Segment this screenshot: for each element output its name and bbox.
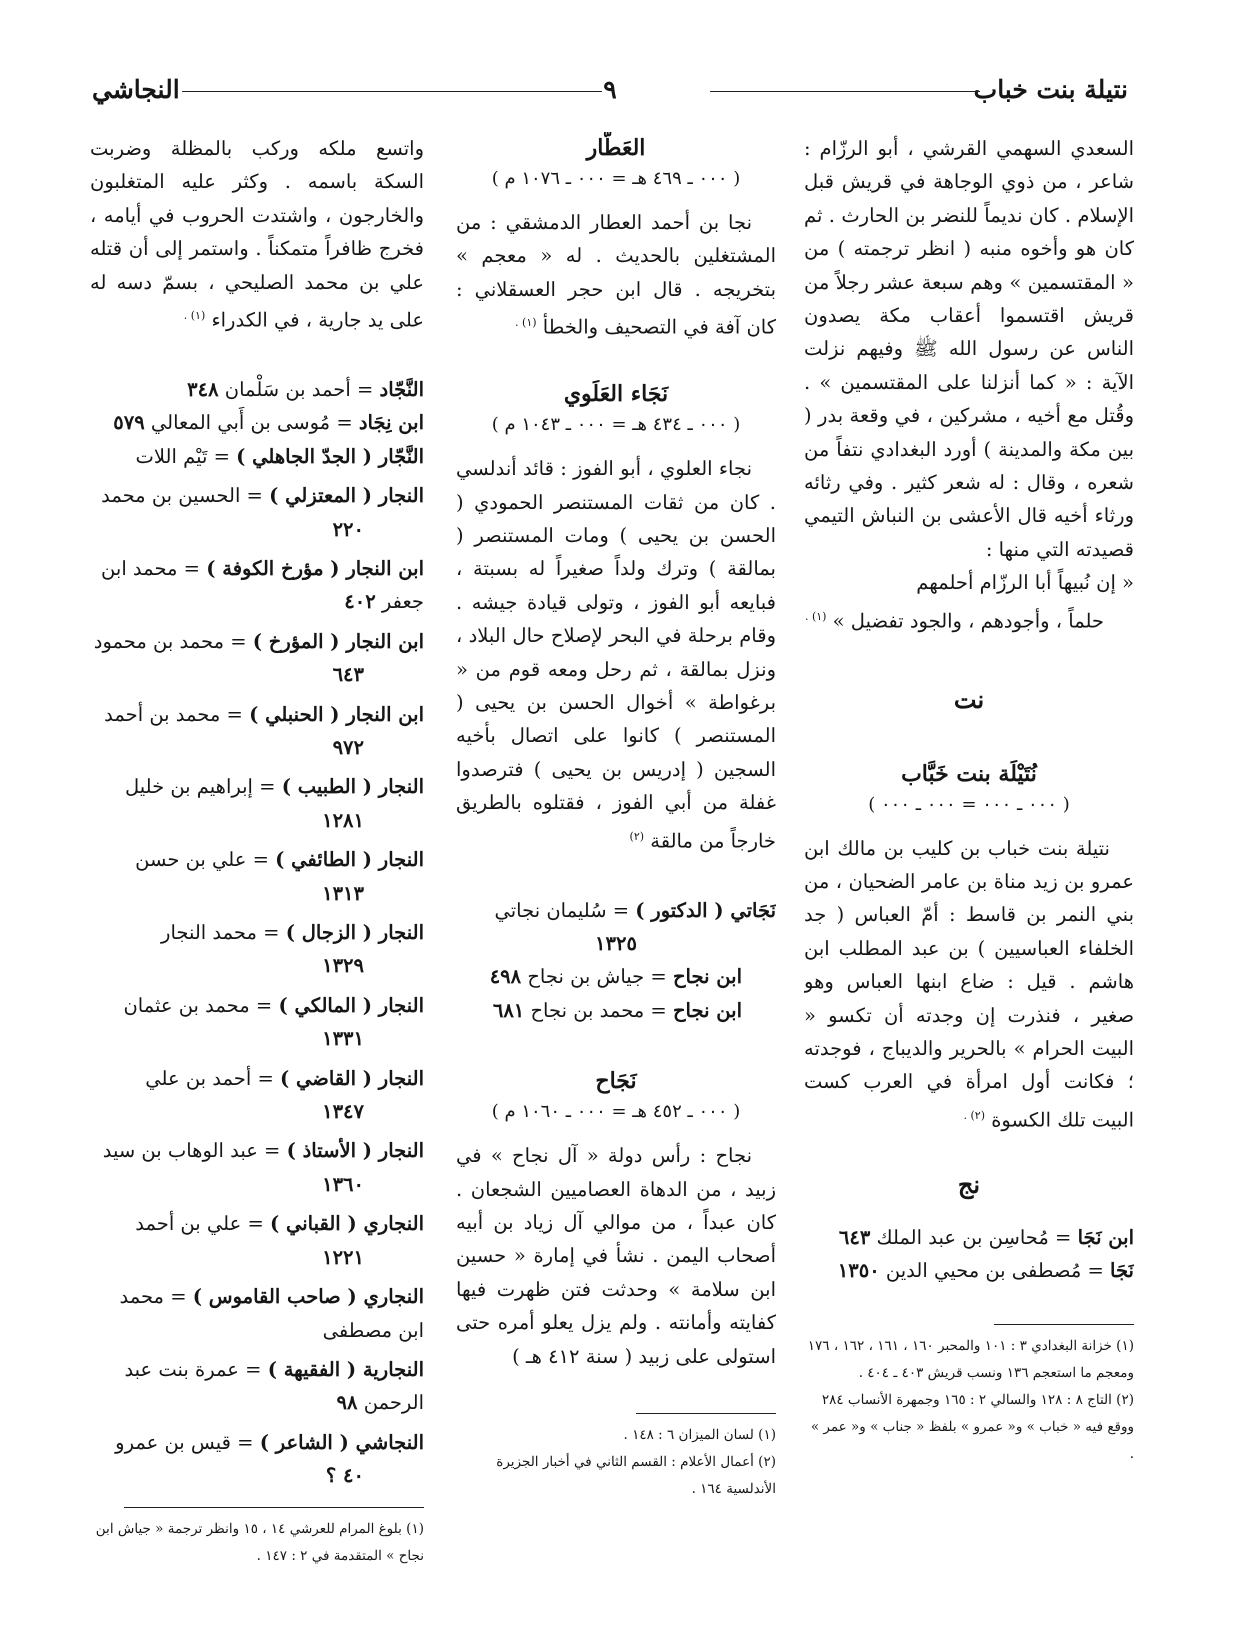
xref-entry: ابن نِجَاد = مُوسى بن أَبي المعالي ٥٧٩ bbox=[113, 411, 424, 435]
footnote-ref: (١) . bbox=[515, 316, 537, 330]
xref-entry: النجار ( الزجال ) = محمد النجار ١٣٢٩ bbox=[161, 921, 424, 978]
footnote-separator bbox=[636, 1413, 776, 1414]
poem-line-1: « إن نُبيهاً أبا الرزّام أحلمهم bbox=[916, 571, 1134, 595]
footnote-ref: (١) . bbox=[183, 309, 206, 323]
xref-entry: النَّجّاد = أحمد بن سَلْمان ٣٤٨ bbox=[187, 377, 424, 401]
entry-text-attar: نجا بن أحمد العطار الدمشقي : من المشتغلين بالحديث . له « معجم » بتخريجه . قال ابن حجر العسقلاني : كان آفة في التصحيف والخطأ $^{(١) .}$ bbox=[456, 211, 776, 339]
xref-entry: النجار ( الأستاذ ) = عبد الوهاب بن سيد ١٣٦٠ bbox=[102, 1139, 424, 1196]
xref-entry: النَّجّار ( الجدّ الجاهلي ) = تَيْم اللات bbox=[135, 444, 424, 468]
nubayh-entry-continuation: السعدي السهمي القرشي ، أبو الرزّام : شاعر ، من ذوي الوجاهة في قريش قبل الإسلام . كان نديماً للنضر بن الحارث . ثم كان هو وأخوه منبه ( انظر ترجمته ) من « المقتسمين » وهم سبعة عشر رجلاً من قريش اقتسموا أعقاب مكة يصدون الناس عن رسول الله ﷺ وفيهم نزلت الآية : « كما أنزلنا على المقتسمين » . وقُتل مع أخيه ، مشركين ، في وقعة بدر ( بين مكة والمدينة ) أورد البغدادي نتفاً من شعره ، وقال : له شعر كثير . وفي رثائه ورثاء أخيه قال الأعشى بن النباش التيمي قصيدته التي منها : bbox=[804, 137, 1134, 561]
xref-entry: النجار ( المعتزلي ) = الحسين بن محمد ٢٢٠ bbox=[101, 484, 424, 541]
xref-entry: ابن النجار ( الحنبلي ) = محمد بن أحمد ٩٧٢ bbox=[104, 702, 424, 759]
xref-entry: ابن نَجَا = مُحاسِن بن عبد الملك ٦٤٣ bbox=[838, 1225, 1134, 1249]
footnote: (٢) التاج ٨ : ١٢٨ والسالي ٢ : ١٦٥ وجمهرة الأنساب ٢٨٤ ووقع فيه « خباب » و« عمرو » بلفظ « جناب » و« عمر » . bbox=[810, 1391, 1134, 1462]
header-rule-left bbox=[182, 91, 602, 92]
page-number: ٩ bbox=[603, 75, 617, 104]
entry-dates-naja-alalawi: ( ٠٠٠ ـ ٤٣٤ هـ = ٠٠٠ ـ ١٠٤٣ م ) bbox=[491, 414, 741, 436]
entry-text-najah: نجاح : رأس دولة « آل نجاح » في زبيد ، من الدهاة العصاميين الشجعان . كان عبداً ، من موالي آل زياد بن أبيه أصحاب اليمن . نشأ في إمارة « حسين ابن سلامة » وحدثت فتن ظهرت فيها كفايته وأمانته . ولم يزل يعلو أمره حتى استولى على زبيد ( سنة ٤١٢ هـ ) bbox=[456, 1144, 776, 1368]
footnote: (١) خزانة البغدادي ٣ : ١٠١ والمحبر ١٦٠ ، ١٦١ ، ١٦٢ ، ١٧٦ ومعجم ما استعجم ١٣٦ ونسب قريش ٤٠٣ ـ ٤٠٤ . bbox=[807, 1337, 1134, 1381]
entry-dates-najah: ( ٠٠٠ ـ ٤٥٢ هـ = ٠٠٠ ـ ١٠٦٠ م ) bbox=[491, 1101, 741, 1123]
entry-text-naja-alalawi: نجاء العلوي ، أبو الفوز : قائد أندلسي . كان من ثقات المستنصر الحمودي ( الحسن بن يحيى ) ومات المستنصر ( بمالقة ) وترك ولداً صغيراً له بسبتة ، فبايعه أبو الفوز ، وتولى قيادة جيشه . وقام برحلة في البحر لإصلاح حال البلاد ، ونزل بمالقة ، ثم رحل ومعه قوم من « برغواطة » أخوال الحسن بن يحيى ( المستنصر ) كانوا على اتصال بأخيه السجين ( إدريس بن يحيى ) فترصدوا غفلة من أبي الفوز ، فقتلوه بالطريق خارجاً من مالقة $^{(٢)}$ bbox=[456, 457, 776, 853]
page-header bbox=[92, 72, 1128, 112]
najah-entry-continuation: واتسع ملكه وركب بالمظلة وضربت السكة باسمه . وكثر عليه المتغلبون والخارجون ، واشتدت الحروب في أيامه ، فخرج ظافراً متمكناً . واستمر إلى أن قتله علي بن محمد الصليحي ، بسمّ دسه له على يد جارية ، في الكدراء $^{(١) .}$ bbox=[90, 137, 424, 332]
xref-entry: نَجَاتي ( الدكتور ) = سُليمان نجاتي ١٣٢٥ bbox=[494, 898, 776, 955]
xref-entry: النجار ( المالكي ) = محمد بن عثمان ١٣٣١ bbox=[123, 993, 424, 1051]
xref-entry: النجارية ( الفقيهة ) = عمرة بنت عبد الرحمن ٩٨ bbox=[124, 1357, 424, 1415]
xref-entry: ابن النجار ( مؤرخ الكوفة ) = محمد ابن جعفر ٤٠٢ bbox=[101, 556, 424, 614]
running-title-left: النجاشي bbox=[92, 75, 180, 104]
entry-title-najah: نَجَاح bbox=[595, 1068, 637, 1095]
footnote-separator bbox=[994, 1324, 1134, 1325]
xref-entry: النجار ( الطبيب ) = إبراهيم بن خليل ١٢٨١ bbox=[124, 775, 424, 832]
running-title-right: نتيلة بنت خباب bbox=[973, 75, 1128, 104]
xref-entry: النجار ( الطائفي ) = علي بن حسن ١٣١٣ bbox=[135, 848, 424, 905]
footnote-separator bbox=[124, 1507, 424, 1508]
entry-title-attar: العَطَّار bbox=[586, 135, 646, 161]
xref-entry: النجار ( القاضي ) = أحمد بن علي ١٣٤٧ bbox=[145, 1066, 424, 1124]
xref-entry: النجاري ( القباني ) = علي بن أحمد ١٢٢١ bbox=[135, 1212, 424, 1269]
xref-entry: ابن النجار ( المؤرخ ) = محمد بن محمود ٦٤٣ bbox=[93, 629, 424, 687]
footnote-ref: (٢) bbox=[629, 829, 645, 843]
right-column bbox=[804, 132, 1134, 1612]
xref-entry: ابن نجاح = جياش بن نجاح ٤٩٨ bbox=[489, 965, 742, 989]
footnote-ref: (٢) . bbox=[963, 1108, 985, 1122]
middle-column bbox=[456, 132, 776, 1612]
entry-text-nutayla: نتيلة بنت خباب بن كليب بن مالك ابن عمرو بن زيد مناة بن عامر الضحيان ، من بني النمر بن قاسط : أمّ العباس ( جد الخلفاء العباسيين ) بن عبد المطلب ابن هاشم . قيل : ضاع ابنها العباس وهو صغير ، فنذرت إن وجدته أن تكسو « البيت الحرام » بالحرير والديباج ، فوجدته ؛ فكانت أول امرأة في العرب كست البيت تلك الكسوة $^{(٢) .}$ bbox=[804, 836, 1134, 1132]
footnote-ref: (١) . bbox=[804, 609, 827, 623]
xref-entry: نَجَا = مُصطفى بن محيي الدين ١٣٥٠ bbox=[837, 1259, 1134, 1283]
footnote: (١) لسان الميزان ٦ : ١٤٨ . bbox=[623, 1426, 776, 1443]
entry-title-nutayla: نُتَيْلَة بنت خَبَّاب bbox=[901, 760, 1037, 787]
poem-line-2: حلماً ، وأجودهم ، والجود تفضيل » $^{(١) .}$ bbox=[804, 609, 1104, 633]
section-heading-nj: نج bbox=[957, 1169, 981, 1199]
footnote: (١) بلوغ المرام للعرشي ١٤ ، ١٥ وانظر ترجمة « جياش ابن نجاح » المتقدمة في ٢ : ١٤٧ . bbox=[95, 1520, 424, 1564]
entry-title-naja-alalawi: نَجَاء العَلَوي bbox=[563, 381, 669, 408]
section-heading-nt: نت bbox=[953, 684, 985, 714]
left-column bbox=[90, 132, 424, 1612]
xref-entry: النجاري ( صاحب القاموس ) = محمد ابن مصطفى bbox=[119, 1285, 424, 1342]
entry-dates-nutayla: ( ٠٠٠ ـ ٠٠٠ = ٠٠٠ ـ ٠٠٠ ) bbox=[868, 793, 1070, 815]
xref-entry: ابن نجاح = محمد بن نجاح ٦٨١ bbox=[492, 998, 742, 1022]
footnote: (٢) أعمال الأعلام : القسم الثاني في أخبار الجزيرة الأندلسية ١٦٤ . bbox=[496, 1453, 776, 1497]
xref-entry: النجاشي ( الشاعر ) = قيس بن عمرو ٤٠ ؟ bbox=[115, 1430, 424, 1488]
entry-dates-attar: ( ٠٠٠ ـ ٤٦٩ هـ = ٠٠٠ ـ ١٠٧٦ م ) bbox=[491, 168, 741, 189]
